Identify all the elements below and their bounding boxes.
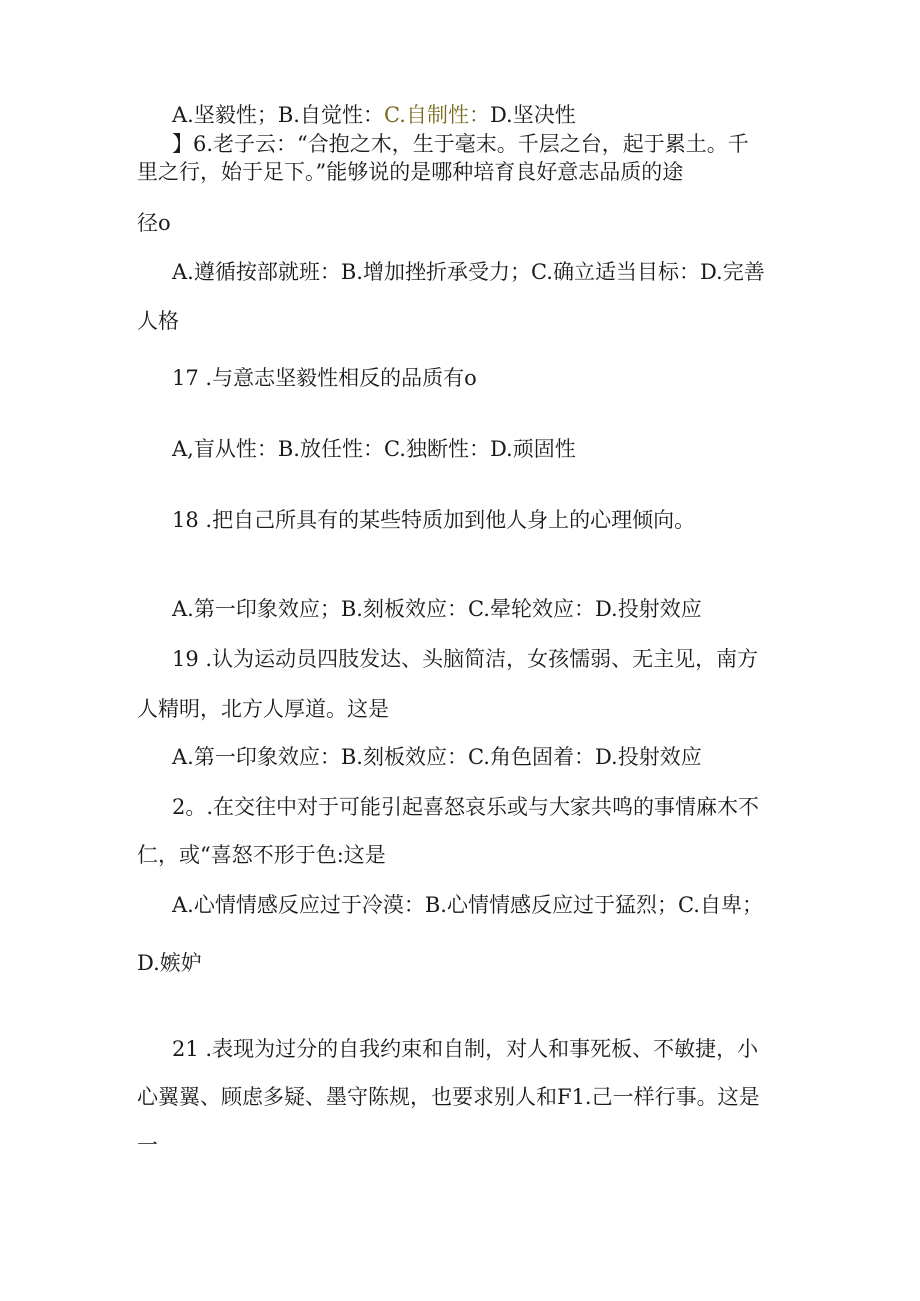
q16-stem-line-2: 里之行，始于足下。”能够说的是哪种培育良好意志品质的途 bbox=[137, 160, 684, 184]
q19-stem-line-1: 19 .认为运动员四肢发达、头脑简洁，女孩懦弱、无主见，南方 bbox=[172, 647, 759, 671]
q20-options-line-1: A.心情情感反应过于冷漠：B.心情情感反应过于猛烈；C.自卑； bbox=[172, 893, 763, 917]
q15-options-after: D.坚决性 bbox=[489, 103, 576, 127]
q18-stem: 18 .把自己所具有的某些特质加到他人身上的心理倾向。 bbox=[172, 508, 696, 532]
q16-stem-line-1: 】6.老子云：“合抱之木，生于毫末。千层之台，起于累土。千 bbox=[172, 132, 749, 156]
q20-stem-line-1: 2。.在交往中对于可能引起喜怒哀乐或与大家共鸣的事情麻木不 bbox=[172, 795, 760, 819]
q16-stem-line-3: 径o bbox=[137, 211, 171, 235]
q19-options: A.第一印象效应：B.刻板效应：C.角色固着：D.投射效应 bbox=[172, 745, 702, 769]
q15-options bbox=[172, 105, 576, 126]
q16-options-line-2: 人格 bbox=[137, 309, 179, 333]
q21-stem-line-1: 21 .表现为过分的自我约束和自制，对人和事死板、不敏捷，小 bbox=[172, 1037, 759, 1061]
q20-stem-line-2: 仁，或“喜怒不形于色:这是 bbox=[137, 843, 386, 867]
q19-stem-line-2: 人精明，北方人厚道。这是 bbox=[137, 697, 389, 721]
q21-stem-line-3: 一 bbox=[137, 1133, 158, 1157]
q15-options-before: A.坚毅性；B.自觉性： bbox=[172, 103, 384, 127]
q17-options: A,盲从性：B.放任性：C.独断性：D.顽固性 bbox=[172, 437, 576, 461]
q18-options: A.第一印象效应；B.刻板效应：C.晕轮效应：D.投射效应 bbox=[172, 597, 702, 621]
q16-options-line-1: A.遵循按部就班：B.增加挫折承受力；C.确立适当目标：D.完善 bbox=[172, 260, 765, 284]
q21-stem-line-2: 心翼翼、顾虑多疑、墨守陈规，也要求别人和F1.己一样行事。这是 bbox=[137, 1085, 760, 1109]
q15-option-c-highlight: C.自制性： bbox=[383, 103, 490, 127]
q20-options-line-2: D.嫉妒 bbox=[137, 951, 202, 975]
q17-stem: 17 .与意志坚毅性相反的品质有o bbox=[172, 366, 477, 390]
